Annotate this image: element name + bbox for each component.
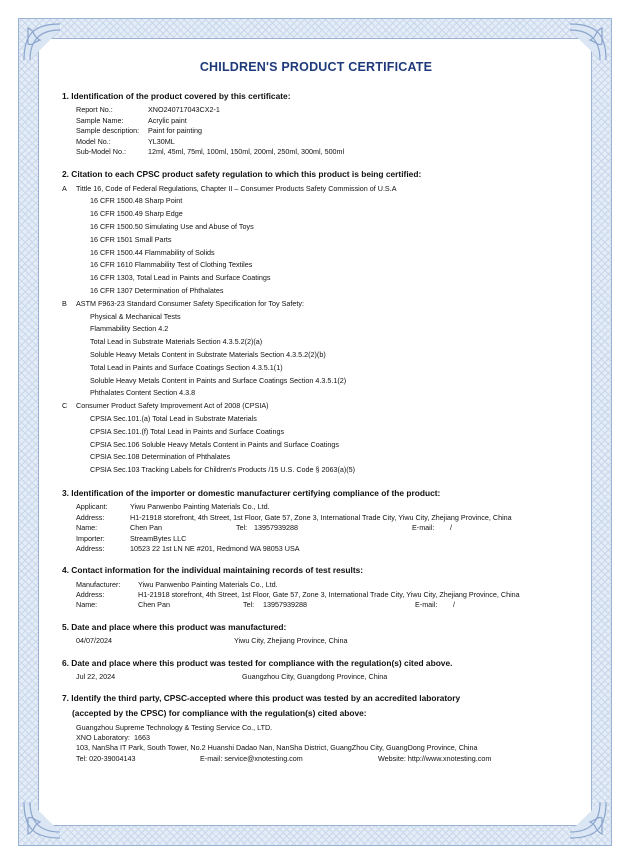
regulation-item: Flammability Section 4.2	[90, 324, 169, 334]
field-label: Importer:	[76, 533, 105, 543]
group-title: Consumer Product Safety Improvement Act of 2008 (CPSIA)	[76, 401, 269, 411]
regulation-item: Total Lead in Substrate Materials Section 4.3.5.2(2)(a)	[90, 337, 263, 347]
field-label: Address:	[76, 590, 105, 600]
section-7-heading: 7. Identify the third party, CPSC-accepted where this product was tested by an accredited laboratory	[62, 693, 461, 704]
section-6-heading: 6. Date and place where this product was tested for compliance with the regulation(s) cited above.	[62, 657, 453, 668]
regulation-group-c	[62, 400, 570, 413]
model-no-row	[76, 137, 570, 147]
section-2	[62, 168, 570, 478]
field-label: Tel:	[236, 523, 248, 533]
certificate-title: CHILDREN'S PRODUCT CERTIFICATE	[199, 60, 433, 74]
regulation-item: CPSIA Sec.101.(f) Total Lead in Paints and Surface Coatings	[90, 426, 285, 436]
regulation-item: 16 CFR 1500.50 Simulating Use and Abuse of Toys	[90, 222, 254, 232]
field-label: XNO Laboratory:	[76, 732, 130, 742]
lab-tel: Tel: 020-39004143	[76, 753, 136, 763]
regulation-item: 16 CFR 1500.49 Sharp Edge	[90, 209, 183, 219]
sample-description-row	[76, 126, 570, 136]
test-date: Jul 22, 2024	[76, 671, 116, 681]
field-label: Sample description:	[76, 126, 140, 136]
corner-ornament-icon	[568, 800, 608, 840]
group-title: ASTM F963-23 Standard Consumer Safety Specification for Toy Safety:	[76, 298, 304, 308]
regulation-item: Soluble Heavy Metals Content in Substrate Materials Section 4.3.5.2(2)(b)	[90, 350, 326, 360]
section-3	[62, 487, 570, 554]
field-label: E-mail:	[415, 600, 438, 610]
manufacturer-address-value: H1-21918 storefront, 4th Street, 1st Floor, Gate 57, Zone 3, International Trade City, Yiwu City, Zhejiang Province, China	[138, 590, 520, 600]
record-name-value: Chen Pan	[138, 600, 170, 610]
report-no-value: XNO240717043CX2-1	[148, 105, 220, 115]
group-letter: B	[62, 298, 67, 308]
field-label: Tel:	[243, 600, 255, 610]
regulation-item: Total Lead in Paints and Surface Coatings Section 4.3.5.1(1)	[90, 362, 283, 372]
lab-email-link[interactable]: E-mail: service@xnotesting.com	[200, 753, 303, 763]
field-label: Sample Name:	[76, 115, 124, 125]
model-no-value: YL30ML	[148, 136, 175, 146]
lab-number-value: 1663	[134, 732, 150, 742]
sample-name-value: Acrylic paint	[148, 115, 187, 125]
contact-name-value: Chen Pan	[130, 523, 162, 533]
regulation-item: CPSIA Sec.101.(a) Total Lead in Substrate Materials	[90, 414, 257, 424]
corner-ornament-icon	[22, 800, 62, 840]
regulation-group-b	[62, 298, 570, 311]
regulation-item: 16 CFR 1500.48 Sharp Point	[90, 196, 183, 206]
section-4-heading: 4. Contact information for the individual maintaining records of test results:	[62, 565, 364, 576]
lab-name: Guangzhou Supreme Technology & Testing Service Co., LTD.	[76, 722, 273, 732]
manufacture-place: Yiwu City, Zhejiang Province, China	[234, 636, 348, 646]
applicant-value: Yiwu Panwenbo Painting Materials Co., Ltd.	[130, 502, 270, 512]
regulation-item: 16 CFR 1303, Total Lead in Paints and Surface Coatings	[90, 273, 271, 283]
section-5	[62, 621, 570, 647]
record-email-value: /	[453, 600, 455, 610]
importer-address-value: 10523 22 1st LN NE #201, Redmond WA 98053 USA	[130, 543, 300, 553]
regulation-item: Physical & Mechanical Tests	[90, 311, 181, 321]
regulation-item: 16 CFR 1610 Flammability Test of Clothing Textiles	[90, 260, 253, 270]
section-1-heading: 1. Identification of the product covered by this certificate:	[62, 91, 291, 102]
test-place: Guangzhou City, Guangdong Province, China	[242, 671, 388, 681]
section-4	[62, 564, 570, 611]
field-label: Name:	[76, 523, 98, 533]
field-label: Address:	[76, 543, 105, 553]
field-label: Manufacturer:	[76, 579, 121, 589]
group-letter: C	[62, 401, 68, 411]
certificate-content	[62, 58, 570, 774]
sub-model-value: 12ml, 45ml, 75ml, 100ml, 150ml, 200ml, 250ml, 300ml, 500ml	[148, 147, 345, 157]
lab-address: 103, NanSha IT Park, South Tower, No.2 Huanshi Dadao Nan, NanSha District, GuangZhou City, GuangDong Province, China	[76, 743, 478, 753]
report-no-row	[76, 105, 570, 115]
contact-tel-value: 13957939288	[254, 523, 298, 533]
field-label: Applicant:	[76, 502, 108, 512]
field-label: Name:	[76, 600, 98, 610]
corner-ornament-icon	[568, 22, 608, 62]
importer-value: StreamBytes LLC	[130, 533, 187, 543]
field-label: Address:	[76, 512, 105, 522]
section-7	[62, 692, 570, 764]
regulation-group-a	[62, 183, 570, 196]
regulation-item: CPSIA Sec.106 Soluble Heavy Metals Content in Paints and Surface Coatings	[90, 439, 339, 449]
corner-ornament-icon	[22, 22, 62, 62]
manufacture-date: 04/07/2024	[76, 636, 112, 646]
section-3-heading: 3. Identification of the importer or domestic manufacturer certifying compliance of the product:	[62, 488, 441, 499]
field-label: Report No.:	[76, 105, 113, 115]
regulation-item: 16 CFR 1500.44 Flammability of Solids	[90, 247, 215, 257]
section-7-heading-continued: (accepted by the CPSC) for compliance with the regulation(s) cited above:	[72, 708, 367, 719]
section-5-heading: 5. Date and place where this product was manufactured:	[62, 621, 287, 632]
lab-website-link[interactable]: Website: http://www.xnotesting.com	[378, 753, 492, 763]
section-2-heading: 2. Citation to each CPSC product safety regulation to which this product is being certified:	[62, 168, 422, 179]
field-label: Sub-Model No.:	[76, 147, 126, 157]
sub-model-row	[76, 147, 570, 157]
group-letter: A	[62, 183, 67, 193]
contact-email-value: /	[450, 523, 452, 533]
record-tel-value: 13957939288	[263, 600, 307, 610]
regulation-item: Soluble Heavy Metals Content in Paints and Surface Coatings Section 4.3.5.1(2)	[90, 375, 347, 385]
manufacturer-value: Yiwu Panwenbo Painting Materials Co., Ltd.	[138, 579, 278, 589]
regulation-item: Phthalates Content Section 4.3.8	[90, 388, 196, 398]
regulation-item: 16 CFR 1307 Determination of Phthalates	[90, 286, 224, 296]
regulation-item: 16 CFR 1501 Small Parts	[90, 234, 172, 244]
sample-description-value: Paint for painting	[148, 126, 202, 136]
section-1	[62, 90, 570, 157]
regulation-item: CPSIA Sec.103 Tracking Labels for Children's Products /15 U.S. Code § 2063(a)(5)	[90, 465, 356, 475]
group-title: Tittle 16, Code of Federal Regulations, Chapter II – Consumer Products Safety Commission of U.S.A	[76, 183, 397, 193]
applicant-address-value: H1-21918 storefront, 4th Street, 1st Floor, Gate 57, Zone 3, International Trade City, Yiwu City, Zhejiang Province, China	[130, 512, 512, 522]
section-6	[62, 657, 570, 683]
field-label: E-mail:	[412, 523, 435, 533]
sample-name-row	[76, 116, 570, 126]
field-label: Model No.:	[76, 136, 111, 146]
regulation-item: CPSIA Sec.108 Determination of Phthalates	[90, 452, 231, 462]
